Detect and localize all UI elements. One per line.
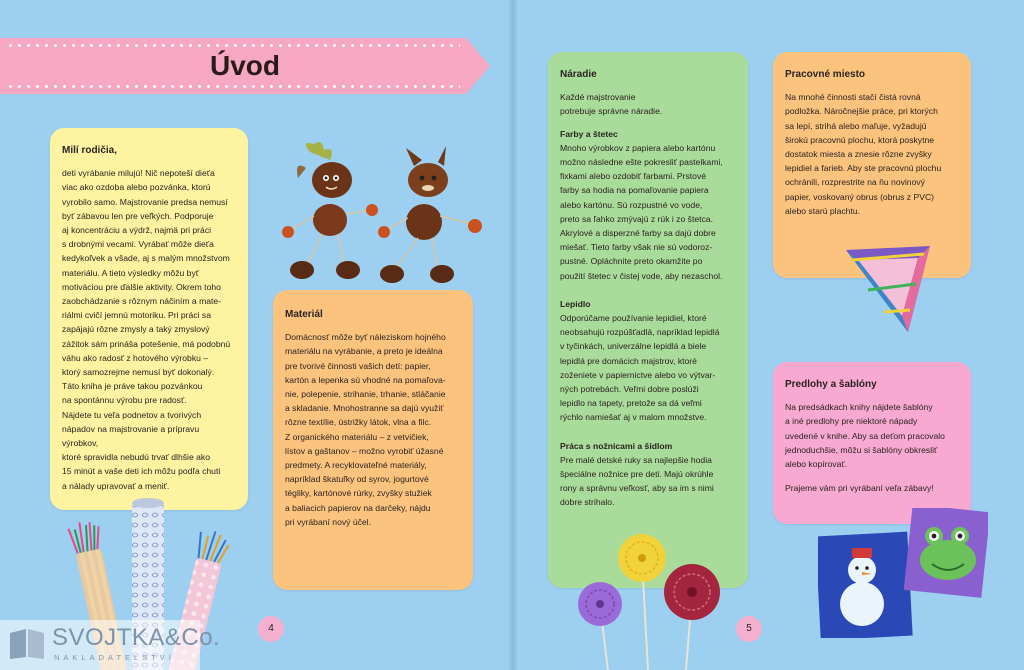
- card-templates: [773, 362, 971, 524]
- page-title: Úvod: [210, 50, 280, 81]
- card-heading: Predlohy a šablóny: [785, 379, 877, 390]
- book-gutter: [508, 0, 518, 670]
- card-closing: Prajeme vám pri vyrábaní veľa zábavy!: [785, 483, 934, 494]
- card-text: deti vyrábanie milujú! Nič nepoteší dieťa viac ako ozdoba alebo pozvánka, ktorú vyrobilo samo. Majstrovanie predsa nemusí byť zábavou len pre veľkých. Podporuje aj koncentráciu a výdrž, najmä pri práci s drobnými vecami. Vyrábať môže dieťa kedykoľvek a všade, aj s malým množstvom materiálu. A tieto výsledky môžu byť motiváciou pre ďalšie aktivity. Okrem toho zaobchádzanie s rôznym náčiním a mate- riálmi cvičí jemnú motoriku. Pri práci sa zapájajú rôzne zmysly a taký zmyslový zážitok sám prináša potešenie, má podobnú váhu ako radosť z hotového výrobku – ktorý samozrejme nemusí byť dokonalý. Táto kniha je práve takou pozvánkou na spontánnu výrobu pre radosť. Nájdete tu veľa podnetov a tvorivých nápadov na majstrovanie a prípravu výrobkov, ktoré spravidla nebudú trvať dlhšie ako 15 minút a vaše deti ich môžu podľa chuti a nálady upravovať a meniť.: [62, 168, 231, 491]
- publisher-logo-icon: [8, 627, 46, 661]
- section-text: Mnoho výrobkov z papiera alebo kartónu možno následne ešte pokresliť pastelkami, fixkami alebo ozdobiť farbami. Prstové farby sa hodia na pomaľovanie papiera alebo kartónu. Sú rozpustné vo vode, preto sa ľahko zmývajú z rúk i zo štetca. Akrylové a disperzné farby sa dajú dobre miešať. Tieto farby však nie sú vodoroz- pustné. Opláchnite preto okamžite po použití štetec v čistej vode, aby nezaschol.: [560, 142, 723, 281]
- woven-box-illustration: [838, 240, 938, 340]
- page-number-left: 4: [258, 616, 284, 642]
- chestnut-figures-illustration: [272, 140, 492, 300]
- card-text: Domácnosť môže byť náleziskom hojného materiálu na vyrábanie, a preto je ideálna pre tvorivé činnosti vašich detí: papier, kartón a lepenka sú vhodné na pomaľova- nie, polepenie, strihanie, trhanie, stláčanie a skladanie. Mnohostranne sa dajú využiť rôzne textílie, ústrižky látok, vlna a filc. Z organického materiálu – z vetvičiek, lístov a gaštanov – možno vyrobiť úžasné predmety. A recyklovateľné materiály, napríklad škatuľky od syrov, jogurtové tégliky, kartónové rúrky, zvyšky stužiek a baliacich papierov na darčeky, nájdu pri vyrábaní nový účel.: [285, 332, 446, 527]
- publisher-subtitle: NAKLADATELSTVÍ: [54, 653, 175, 662]
- section-text: Pre malé detské ruky sa najlepšie hodia špeciálne nožnice pre deti. Majú okrúhle rony a správnu veľkosť, aby sa im s nimi dobre strihalo.: [560, 454, 714, 508]
- card-intro: Každé majstrovanie potrebuje správne náradie.: [560, 92, 663, 117]
- leaf-ear: [297, 166, 306, 178]
- section-title: Farby a štetec: [560, 128, 618, 139]
- card-heading: Materiál: [285, 309, 323, 320]
- chestnut-body: [406, 204, 442, 240]
- publisher-name: SVOJTKA&Co.: [52, 624, 221, 651]
- leaf-hair: [306, 142, 332, 160]
- publisher-watermark: [0, 620, 221, 670]
- paper-flowers-illustration: [570, 530, 730, 670]
- chestnut-head: [312, 162, 352, 198]
- card-heading: Náradie: [560, 69, 597, 80]
- card-heading: Milí rodičia,: [62, 145, 118, 156]
- chestnut-head: [408, 163, 448, 197]
- template-drawings-illustration: [818, 508, 988, 638]
- card-dear-parents: [50, 128, 248, 510]
- section-title: Práca s nožnicami a šidlom: [560, 440, 673, 451]
- card-heading: Pracovné miesto: [785, 69, 866, 80]
- section-title: Lepidlo: [560, 298, 591, 309]
- section-text: Odporúčame používanie lepidiel, ktoré neobsahujú rozpúšťadlá, napríklad lepidlá v tyčinkách, univerzálne lepidlá a biele lepidlá pre domácich majstrov, ktoré zoženiete v papiernictve alebo vo výtvar- ných potrebách. Veľmi dobre poslúži lepidlo na tapety, pretože sa dá veľmi rýchlo namiešať aj v malom množstve.: [560, 313, 720, 423]
- card-material: [273, 290, 473, 590]
- page-number-right: 5: [736, 616, 762, 642]
- chestnut-body: [313, 204, 347, 236]
- card-tools: [548, 52, 748, 588]
- card-text: Na predsádkach knihy nájdete šablóny a iné predlohy pre niektoré nápady uvedené v knihe. Aby sa deťom pracovalo jednoduchšie, môžu si šablóny obkresliť alebo kopírovať.: [785, 402, 945, 470]
- card-text: Na mnohé činnosti stačí čistá rovná podložka. Náročnejšie práce, pri ktorých sa lepí, strihá alebo maľuje, vyžadujú širokú pracovnú plochu, ktorá poskytne dostatok miesta a znesie rôzne zvyšky lepidiel a farieb. Aby ste pracovnú plochu ochránili, rozprestrite na ňu novinový papier, voskovaný obrus (obrus z PVC) alebo starú plachtu.: [785, 92, 942, 216]
